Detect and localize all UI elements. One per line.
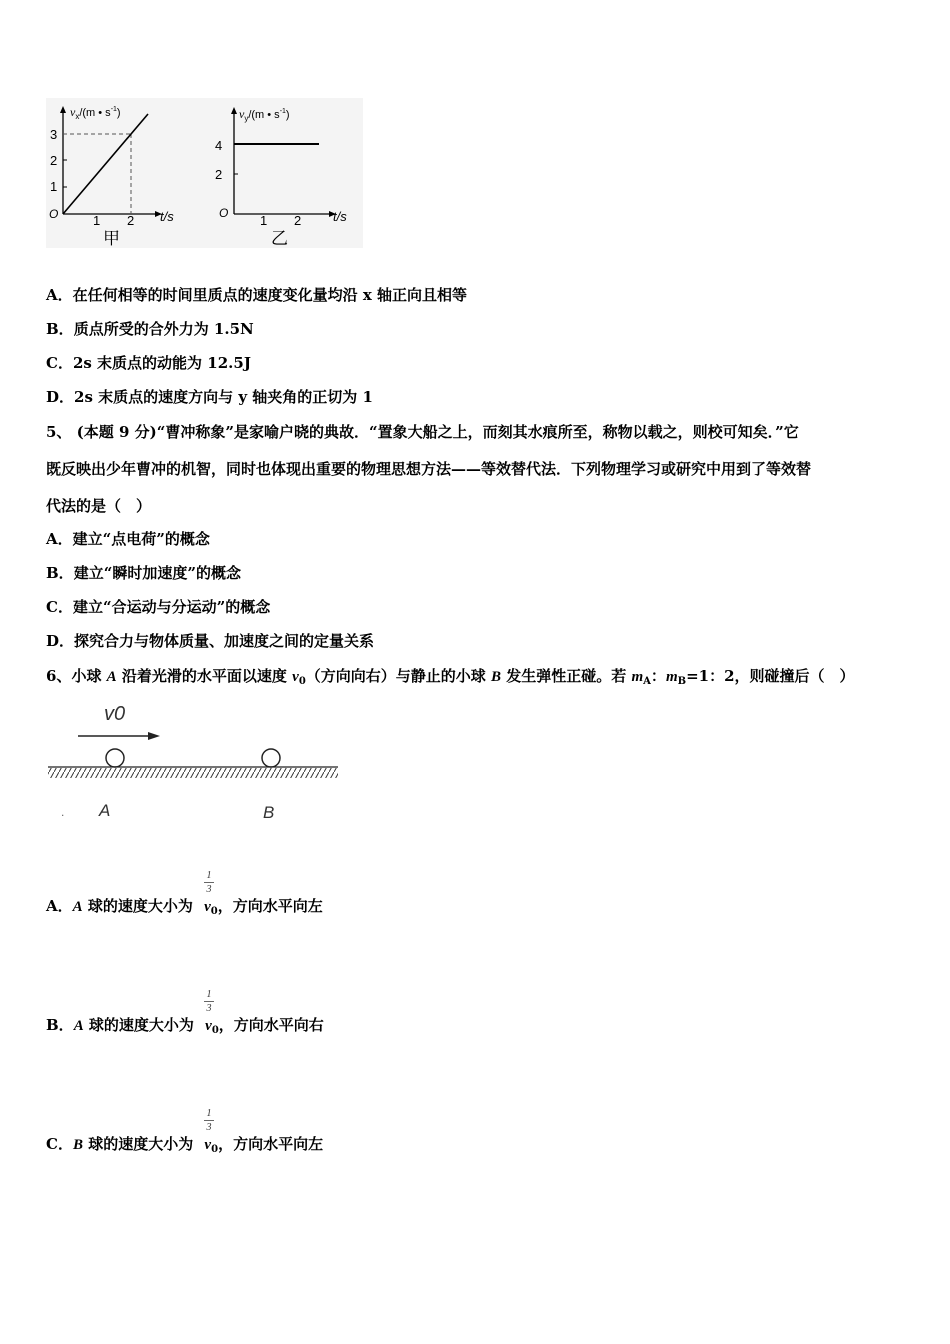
graph-a-y-tick-1: 1	[50, 179, 58, 194]
q4-option-c-text: 2s 末质点的动能为 12.5J	[72, 354, 251, 372]
graph-a-y-tick-3: 3	[50, 127, 58, 142]
q6-number: 6、	[46, 667, 72, 685]
q6-option-a: A．A 球的速度大小为 $v_0$，方向水平向左	[46, 897, 323, 917]
graph-b-x-tick-2: 2	[294, 213, 302, 228]
graph-a-origin: O	[49, 207, 59, 221]
q4-option-a	[46, 285, 467, 305]
q4-option-b-label: B．	[46, 320, 74, 338]
q4-option-c	[46, 353, 251, 373]
graph-b-y-tick-4: 4	[215, 138, 223, 153]
q5-option-d: D．探究合力与物体质量、加速度之间的定量关系	[46, 632, 375, 650]
graph-b-caption: 乙	[271, 229, 288, 248]
q6-option-c: C．B 球的速度大小为 $v_0$，方向水平向左	[46, 1135, 324, 1155]
q5-number: 5、	[46, 423, 72, 441]
collision-figure	[44, 700, 344, 830]
graph-a-y-tick-2: 2	[50, 153, 58, 168]
ball-a	[106, 749, 124, 767]
graph-b-y-label: $v_y/(m$ • $s^{-1}$)	[239, 107, 290, 123]
graph-a-y-label: $v_x/(m$ • $s^{-1}$)	[70, 105, 121, 121]
label-a: A	[99, 801, 111, 820]
graph-a-x-tick-1: 1	[93, 213, 101, 228]
q6-option-a-fraction: 1 3	[204, 870, 214, 895]
graph-b-y-tick-2: 2	[215, 167, 223, 182]
graph-b-origin: O	[219, 206, 229, 220]
q4-option-c-label: C．	[46, 354, 73, 372]
ground-hatch	[48, 768, 338, 778]
stray-dot: .	[61, 805, 65, 819]
q4-option-d	[46, 387, 373, 407]
q6-option-b-fraction: 1 3	[204, 989, 214, 1014]
q4-option-a-label: A．	[46, 286, 73, 304]
q5-stem-line-3: 代法的是（ ）	[46, 497, 152, 515]
graph-b-x-label: t/s	[333, 209, 347, 224]
q4-option-d-label: D．	[46, 388, 75, 406]
graph-b	[213, 98, 363, 248]
q6-option-c-fraction: 1 3	[204, 1108, 214, 1133]
v0-label: v0	[104, 703, 126, 725]
q6-option-b: B．A 球的速度大小为 $v_0$，方向水平向右	[46, 1016, 324, 1036]
q4-option-b-text: 质点所受的合外力为 1.5N	[73, 320, 254, 338]
graph-a	[46, 98, 216, 248]
graph-b-x-tick-1: 1	[260, 213, 268, 228]
q6-stem: 6、小球 A 沿着光滑的水平面以速度 $v_0$（方向向右）与静止的小球 B 发生弹性正碰。若 $m_A$：$m_B=1$：2，则碰撞后（ ）	[46, 667, 855, 687]
q5-option-a: A．建立“点电荷”的概念	[46, 530, 210, 548]
q5-option-b: B．建立“瞬时加速度”的概念	[46, 564, 241, 582]
ball-b	[262, 749, 280, 767]
velocity-arrow-head	[148, 732, 160, 740]
q5-stem-line-2: 既反映出少年曹冲的机智，同时也体现出重要的物理思想方法——等效替代法．下列物理学习或研究中用到了等效替	[46, 460, 812, 478]
q4-option-b	[46, 319, 254, 339]
q5-stem-line-1: 5、 (本题 9 分)“曹冲称象”是家喻户晓的典故．“置象大船之上，而刻其水痕所至，称物以载之，则校可知矣．”它	[46, 423, 799, 441]
label-b: B	[263, 803, 275, 822]
graph-a-x-label: t/s	[160, 209, 174, 224]
graph-a-x-tick-2: 2	[127, 213, 135, 228]
q4-option-d-text: 2s 末质点的速度方向与 y 轴夹角的正切为 1	[74, 388, 373, 406]
q5-option-c: C．建立“合运动与分运动”的概念	[46, 598, 271, 616]
q4-option-a-text: 在任何相等的时间里质点的速度变化量均沿 x 轴正向且相等	[72, 286, 468, 304]
graph-a-caption: 甲	[103, 229, 120, 248]
